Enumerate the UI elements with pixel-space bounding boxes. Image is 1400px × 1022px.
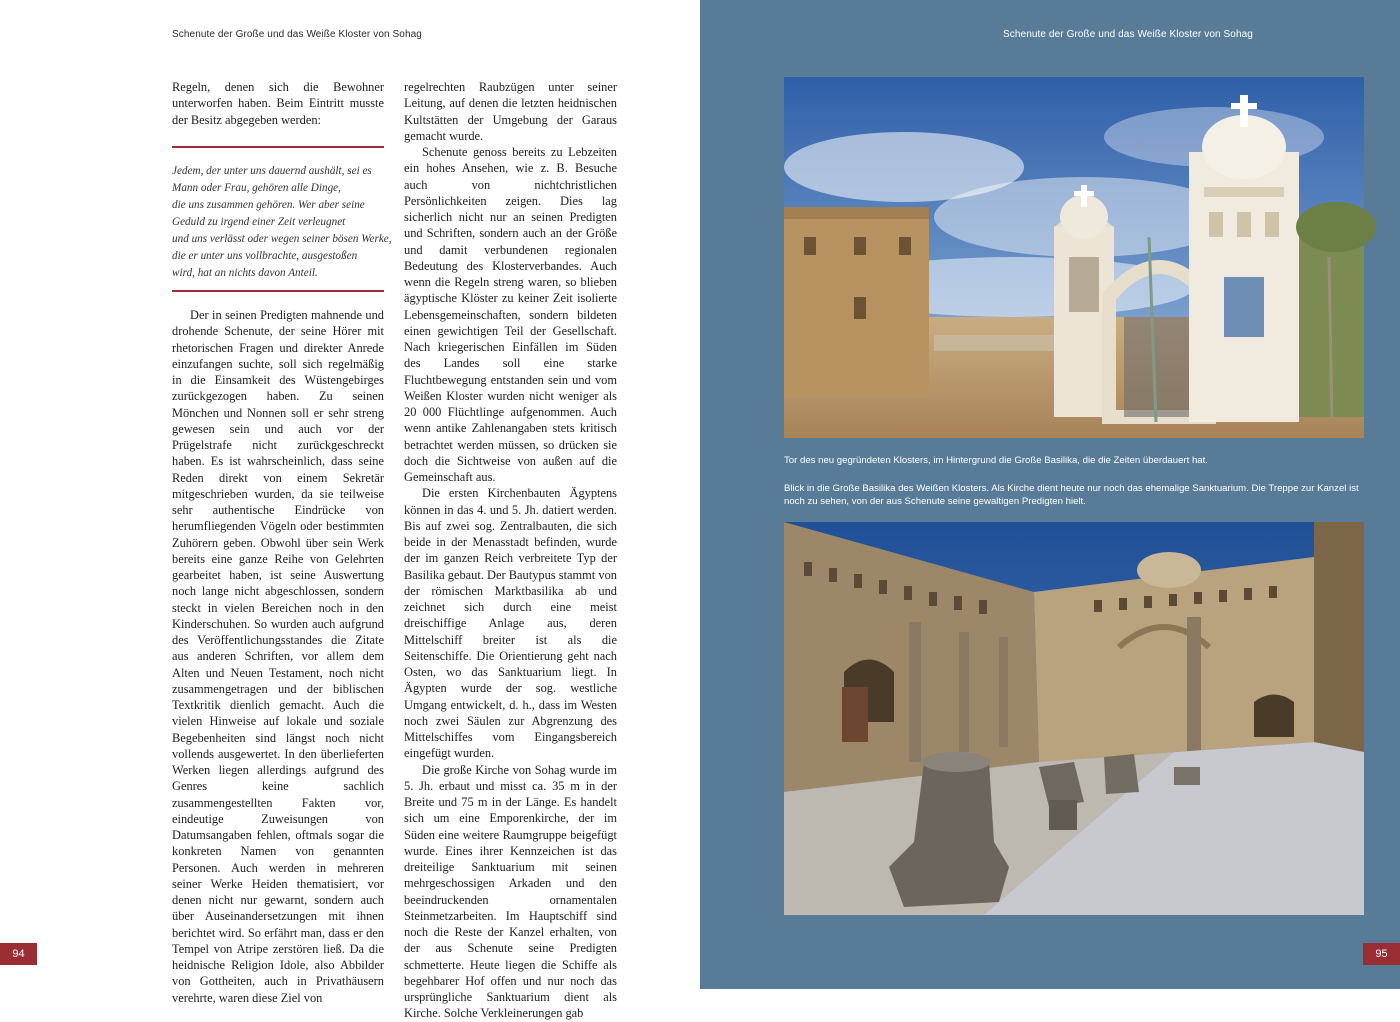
page-number-left: 94 — [0, 943, 37, 965]
basilica-photo-image — [784, 522, 1364, 915]
quote-line: die uns zusammen gehören. Wer aber seine — [172, 199, 365, 211]
running-head-left: Schenute der Große und das Weiße Kloster von Sohag — [172, 29, 422, 40]
photo-basilica-interior — [784, 522, 1364, 915]
photo-monastery-gate — [784, 77, 1364, 438]
right-page — [700, 0, 1400, 989]
quote-line: Geduld zu irgend einer Zeit verleugnet — [172, 216, 346, 228]
column-1-body — [172, 307, 384, 1006]
quote-line: die er unter uns vollbrachte, ausgestoßen — [172, 250, 358, 262]
quote-line: Mann oder Frau, gehören alle Dinge, — [172, 182, 341, 194]
body-paragraph: regelrechten Raubzügen unter seiner Leitung, auf denen die letzten heidnischen Kultstätten der Umgebung der Garaus gemacht wurde. — [404, 80, 617, 143]
caption-gate-photo: Tor des neu gegründeten Klosters, im Hintergrund die Große Basilika, die die Zeiten überdauert hat. — [784, 455, 1208, 466]
body-paragraph: Der in seinen Predigten mahnende und drohende Schenute, der seine Hörer mit rhetorischen Fragen und direkter Anrede einzufangen suchte, soll sich regelmäßig in die Einsamkeit des Wüstengebirges zurückgezogen haben. Zu seinen Mönchen und Nonnen soll er sehr streng gewesen sein und auch vor der Prügelstrafe nicht zurückgeschreckt haben. Es ist wahrscheinlich, dass seine Reden direkt von einem Sekretär mitgeschrieben wurden, da sie teilweise sehr authentische Eindrücke von herumfliegenden Vögeln oder bestimmten Zuhörern geben. Obwohl über sein Werk bereits eine ganze Reihe von Gelehrten gearbeitet haben, ist seine Auswertung noch lange nicht abgeschlossen, sondern steckt in vielen Bereichen noch in den Kinderschuhen. So wurden auch aufgrund des Veröffentlichungsstandes die Zitate aus anderen Schriften, vor allem dem Alten und Neuen Testament, noch nicht zusammengetragen und der biblischen Textkritik dienlich gemacht. Auch die vielen Hinweise auf lokale und soziale Begebenheiten sind längst noch nicht vollends ausgewertet. In den überlieferten Werken liegen allerdings aufgrund des Genres keine sachlich zusammengestellten Fakten vor, eindeutige Zuweisungen von Datumsangaben fehlen, oftmals sogar die konkreten Namen von genannten Personen. Auch werden in mehreren seiner Werke Heiden thematisiert, vor denen nicht nur gewarnt, sondern auch über Auseinandersetzungen mit ihnen berichtet wird. So erfährt man, dass er den Tempel von Atripe zerstören ließ. Da die heidnische Religion Idole, also Abbilder von Gottheiten, auch in Privathäusern verehrte, waren diese Ziel von — [172, 308, 384, 1005]
quote-rule-top — [172, 146, 384, 148]
intro-paragraph: Regeln, denen sich die Bewohner unterworfen haben. Beim Eintritt musste der Besitz abgegeben werden: — [172, 80, 384, 127]
quote-line: wird, hat an nichts davon Anteil. — [172, 267, 318, 279]
quote-line: Jedem, der unter uns dauernd aushält, sei es — [172, 165, 372, 177]
caption-basilica-photo: Blick in die Große Basilika des Weißen Klosters. Als Kirche dient heute nur noch das ehemalige Sanktuarium. Die Treppe zur Kanzel ist noch zu sehen, von der aus Schenute seine gewaltigen Predigten hielt. — [784, 483, 1359, 507]
page-number-right: 95 — [1363, 943, 1400, 965]
quote-rule-bottom — [172, 290, 384, 292]
quote-block — [172, 163, 392, 282]
column-2 — [404, 79, 617, 1022]
gate-photo-image — [784, 77, 1364, 438]
quote-line: und uns verlässt oder wegen seiner bösen Werke, — [172, 233, 392, 245]
body-paragraph: Schenute genoss bereits zu Lebzeiten ein hohes Ansehen, wie z. B. Besuche auch von nichtchristlichen Persönlichkeiten zeigen. Dies lag sicherlich nicht nur an seinen Predigten und Schriften, sondern auch an der Größe und damit verbundenen regionalen Bedeutung des Klosterverbandes. Auch wenn die Regeln streng waren, so blieben ägyptische Klöster zu keiner Zeit isolierte Lebensgemeinschaften, sondern bildeten einen gewichtigen Teil der Gesellschaft. Nach kriegerischen Einfällen im Süden des Landes soll eine starke Fluchtbewegung entstanden sein und vom Weißen Kloster wurden nicht weniger als 20 000 Flüchtlinge aufgenommen. Auch wenn antike Zahlenangaben stets kritisch betrachtet werden müssen, so drücken sie doch die Sichtweise von außen auf die Gemeinschaft aus. — [404, 145, 617, 484]
body-paragraph: Die ersten Kirchenbauten Ägyptens können in das 4. und 5. Jh. datiert werden. Bis auf zwei sog. Zentralbauten, die sich beide in der Menasstadt befinden, wurde der im ganzen Reich verbreitete Typ der Basilika gebaut. Der Bautypus stammt von der römischen Marktbasilika ab und zeichnet sich durch eine meist dreischiffige Anlage aus, deren Mittelschiff breiter ist als die Seitenschiffe. Die Orientierung geht nach Osten, wo das Sanktuarium liegt. In Ägypten wurde der sog. westliche Umgang entwickelt, d. h., dass im Westen noch zwei Säulen zur Abgrenzung des Mittelschiffes vom Eingangsbereich eingefügt wurden. — [404, 486, 617, 761]
left-page — [0, 0, 700, 1021]
body-paragraph: Die große Kirche von Sohag wurde im 5. Jh. erbaut und misst ca. 35 m in der Breite und 75 m in der Länge. Es handelt sich um eine Emporenkirche, der im Süden eine weitere Raumgruppe beigefügt wurde. Eines ihrer Kennzeichen ist das dreiteilige Sanktuarium mit seinen mehrgeschossigen Arkaden und den beeindruckenden ornamentalen Steinmetzarbeiten. Im Hauptschiff sind noch die Reste der Kanzel erhalten, von der aus Schenute seine Predigten schmetterte. Heute liegen die Schiffe als begehbarer Hof offen und nur noch das ursprüngliche Sanktuarium dient als Kirche. Solche Verkleinerungen gab — [404, 762, 617, 1021]
column-1-intro — [172, 79, 384, 128]
running-head-right: Schenute der Große und das Weiße Kloster von Sohag — [1003, 29, 1253, 40]
